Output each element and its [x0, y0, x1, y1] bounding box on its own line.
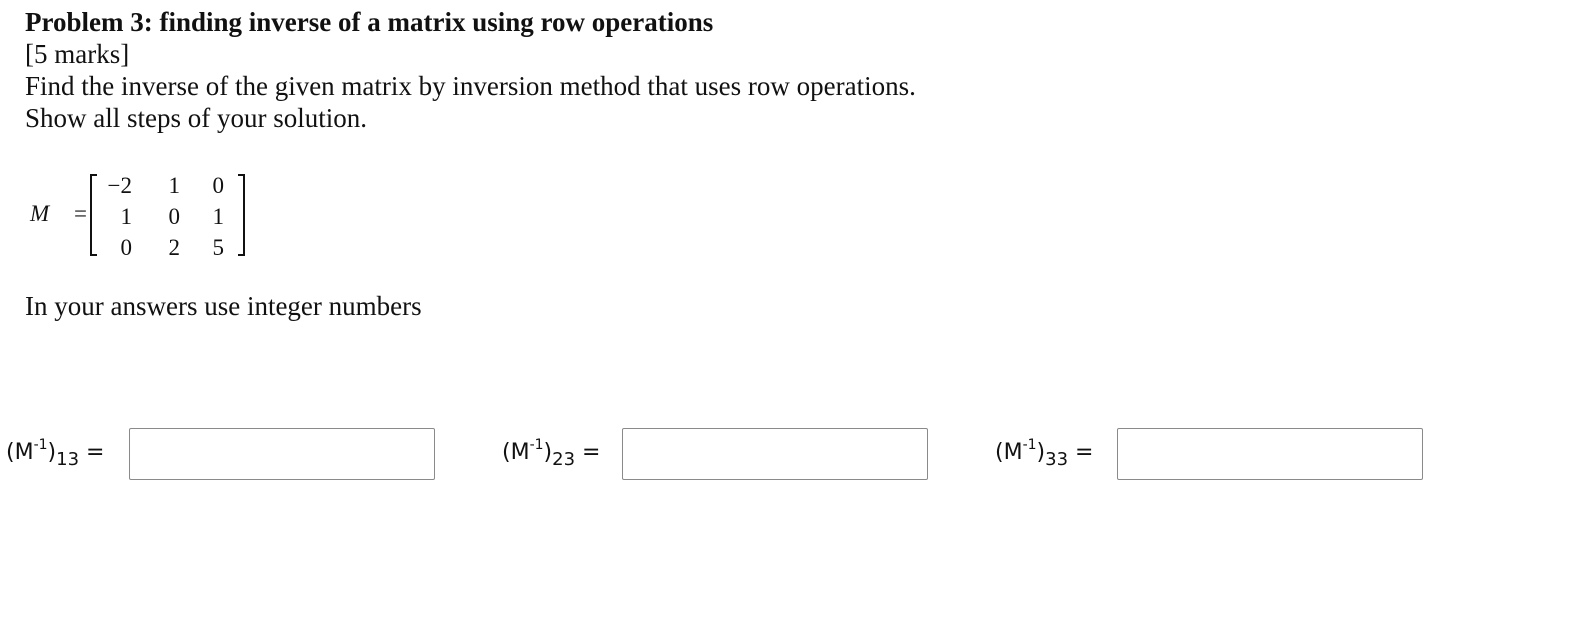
matrix-cell: 1: [168, 173, 180, 198]
answer-label-superscript: -1: [529, 437, 544, 453]
matrix-row: [100, 201, 240, 232]
answer-label-subscript: 33: [1045, 449, 1069, 470]
problem-statement: [25, 6, 916, 134]
answer-label-superscript: -1: [1022, 437, 1037, 453]
matrix-cell: −2: [107, 173, 132, 198]
matrix-cell: 5: [212, 235, 224, 260]
answer-label-close: ): [47, 440, 57, 465]
matrix-cell: 1: [212, 204, 224, 229]
matrix-right-bracket: [238, 174, 245, 256]
integer-answer-note: In your answers use integer numbers: [25, 291, 422, 321]
answer-label-close: ): [543, 440, 553, 465]
answer-input-m33[interactable]: [1117, 428, 1423, 480]
problem-instruction-steps: Show all steps of your solution.: [25, 103, 367, 133]
problem-instruction: Find the inverse of the given matrix by inversion method that uses row operations.: [25, 71, 916, 101]
answer-label-superscript: -1: [33, 437, 48, 453]
answer-label: [502, 437, 601, 470]
matrix-row: [100, 232, 240, 263]
matrix-cell: 0: [168, 204, 180, 229]
answer-label-close: ): [1036, 440, 1046, 465]
matrix-row: [100, 170, 240, 201]
problem-title: Problem 3: finding inverse of a matrix using row operations: [25, 7, 714, 37]
answer-label-subscript: 23: [552, 449, 576, 470]
matrix-cell: 2: [168, 235, 180, 260]
matrix-name: M: [30, 201, 50, 226]
answer-input-m23[interactable]: [622, 428, 928, 480]
answer-label: [995, 437, 1094, 470]
answer-label: [6, 437, 105, 470]
answer-label-equals: =: [1068, 440, 1094, 465]
answer-label-equals: =: [79, 440, 105, 465]
matrix-equals-sign: =: [74, 201, 87, 226]
matrix-cell: 0: [120, 235, 132, 260]
matrix-cell: 0: [212, 173, 224, 198]
answer-label-base: (M: [502, 440, 530, 465]
answer-label-base: (M: [6, 440, 34, 465]
matrix-left-bracket: [90, 174, 97, 256]
answer-label-equals: =: [575, 440, 601, 465]
answer-label-base: (M: [995, 440, 1023, 465]
answer-label-subscript: 13: [56, 449, 80, 470]
answer-input-m13[interactable]: [129, 428, 435, 480]
problem-marks: [5 marks]: [25, 39, 130, 69]
matrix-grid: [100, 170, 240, 263]
matrix-cell: 1: [120, 204, 132, 229]
